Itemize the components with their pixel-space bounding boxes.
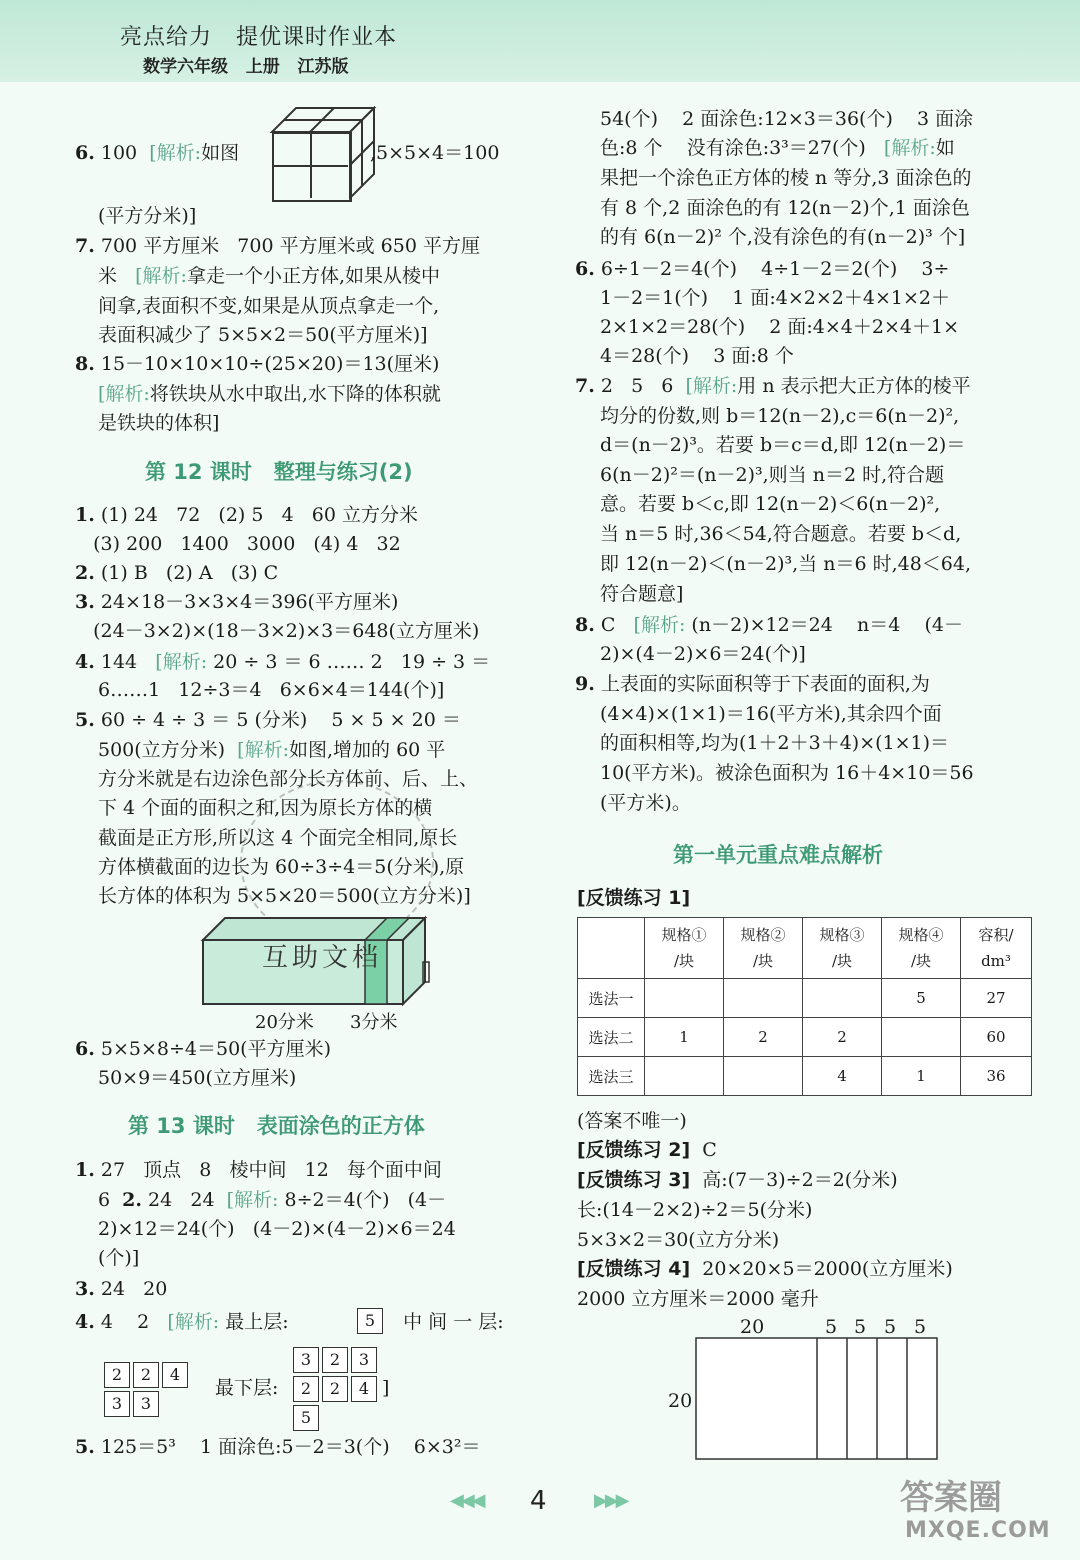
s12-q5-l6: 方体横截面的边长为 60÷3÷4＝5(分米),原 xyxy=(98,856,465,878)
table-header: 规格③ /块 xyxy=(803,918,882,979)
s12-q6: 6. 5×5×8÷4＝50(平方厘米) xyxy=(75,1038,331,1060)
left-q8: 8. 15－10×10×10÷(25×20)＝13(厘米) xyxy=(75,353,440,375)
feedback-4-l2: 2000 立方厘米＝2000 毫升 xyxy=(577,1288,819,1310)
feedback-4: [反馈练习 4] 20×20×5＝2000(立方厘米) xyxy=(577,1258,953,1280)
left-q8-l2: [解析:将铁块从水中取出,水下降的体积就 xyxy=(98,383,441,405)
right-q9-l3: 的面积相等,均为(1＋2＋3＋4)×(1×1)＝ xyxy=(600,732,950,754)
lesson-12-heading: 第 12 课时 整理与练习(2) xyxy=(145,460,413,484)
table-header-row xyxy=(578,918,1032,979)
s12-q5-l5: 截面是正方形,所以这 4 个面完全相同,原长 xyxy=(98,827,458,849)
figure-label-3: 3分米 xyxy=(350,1012,398,1033)
book-subtitle: 数学六年级 上册 江苏版 xyxy=(143,57,349,77)
right-q7-l3: d＝(n－2)³。若要 b＝c＝d,即 12(n－2)＝ xyxy=(600,434,966,456)
left-q8-l3: 是铁块的体积] xyxy=(98,412,220,434)
s13-q2-l2: 2)×12＝24(个) (4－2)×(4－2)×6＝24 xyxy=(98,1218,456,1240)
right-q7-l7: 即 12(n－2)＜(n－2)³,当 n＝6 时,48＜64, xyxy=(600,553,972,575)
right-l3: 果把一个涂色正方体的棱 n 等分,3 面涂色的 xyxy=(600,167,972,189)
options-table xyxy=(577,917,1032,1096)
s13-q5: 5. 125＝5³ 1 面涂色:5－2＝3(个) 6×3²＝ xyxy=(75,1436,481,1458)
table-header: 规格② /块 xyxy=(724,918,803,979)
right-l4: 有 8 个,2 面涂色的有 12(n－2)个,1 面涂色 xyxy=(600,197,970,219)
left-q6-result: ,5×5×4＝100 xyxy=(370,142,500,164)
watermark-url: MXQE.COM xyxy=(905,1518,1051,1543)
s12-q5-l3: 方分米就是右边涂色部分长方体前、后、上、 xyxy=(98,768,479,790)
right-q6-l2: 1－2＝1(个) 1 面:4×2×2＋4×1×2＋ xyxy=(600,287,950,309)
right-l2: 色:8 个 没有涂色:3³＝27(个) [解析:如 xyxy=(600,137,955,159)
next-page-icon: ▶▶▶ xyxy=(594,1490,627,1511)
diagram-label: 5 xyxy=(854,1316,867,1338)
s12-q5-l2: 500(立方分米) [解析:如图,增加的 60 平 xyxy=(98,739,446,761)
s12-q4: 4. 144 [解析: 20 ÷ 3 ＝ 6 …… 2 19 ÷ 3 ＝ xyxy=(75,651,491,673)
book-title: 亮点给力 提优课时作业本 xyxy=(120,25,397,50)
right-q6-l3: 2×1×2＝28(个) 2 面:4×4＋2×4＋1× xyxy=(600,316,959,338)
right-q9-l4: 10(平方米)。被涂色面积为 16＋4×10＝56 xyxy=(600,762,974,784)
right-q7: 7. 2 5 6 [解析:用 n 表示把大正方体的棱平 xyxy=(575,375,971,397)
diagram-label: 5 xyxy=(884,1316,897,1338)
diagram-label: 5 xyxy=(914,1316,927,1338)
table-header: 容积/ dm³ xyxy=(961,918,1032,979)
s12-q5: 5. 60 ÷ 4 ÷ 3 ＝ 5 (分米) 5 × 5 × 20 ＝ xyxy=(75,709,461,731)
s13-q3: 3. 24 20 xyxy=(75,1278,168,1300)
right-q7-l6: 当 n＝5 时,36＜54,符合题意。若要 b＜d, xyxy=(600,523,962,545)
page-number: 4 xyxy=(530,1486,547,1516)
right-q6: 6. 6÷1－2＝4(个) 4÷1－2＝2(个) 3÷ xyxy=(575,258,950,280)
stamp-text: 互助文档 xyxy=(262,943,383,973)
right-q7-l2: 均分的份数,则 b＝12(n－2),c＝6(n－2)², xyxy=(600,405,960,427)
s12-line-3: 2. (1) B (2) A (3) C xyxy=(75,562,279,584)
s12-q5-l4: 下 4 个面的面积之和,因为原长方体的横 xyxy=(98,797,433,819)
s12-line-4: 3. 24×18－3×3×4＝396(平方厘米) xyxy=(75,591,399,613)
right-q9: 9. 上表面的实际面积等于下表面的面积,为 xyxy=(575,673,930,695)
s12-q6-l2: 50×9＝450(立方厘米) xyxy=(98,1067,297,1089)
header-band xyxy=(0,0,1080,82)
right-q7-l5: 意。若要 b＜c,即 12(n－2)＜6(n－2)², xyxy=(600,493,941,515)
left-q7-l4: 表面积减少了 5×5×2＝50(平方厘米)] xyxy=(98,324,428,346)
s12-q4-l2: 6……1 12÷3＝4 6×6×4＝144(个)] xyxy=(98,679,445,701)
left-q7: 7. 700 平方厘米 700 平方厘米或 650 平方厘 xyxy=(75,235,480,257)
s12-line-5: (24－3×2)×(18－3×2)×3＝648(立方厘米) xyxy=(75,620,480,642)
right-q7-l8: 符合题意] xyxy=(600,583,684,605)
lesson-13-heading: 第 13 课时 表面涂色的正方体 xyxy=(128,1114,425,1138)
table-row: 选法一 5 27 xyxy=(578,979,1032,1018)
feedback-3-l2: 长:(14－2×2)÷2＝5(分米) xyxy=(577,1199,813,1221)
watermark-logo: 答案圈 xyxy=(900,1478,1002,1518)
diagram-label: 20 xyxy=(740,1316,765,1338)
diagram-label: 20 xyxy=(668,1390,693,1412)
answer-note: (答案不唯一) xyxy=(577,1110,687,1132)
left-q6: 6. 100 [解析:如图 xyxy=(75,142,240,164)
table-row: 选法二 1 2 2 60 xyxy=(578,1018,1032,1057)
s13-q1-l2: 6 2. 24 24 [解析: 8÷2＝4(个) (4－ xyxy=(98,1189,447,1211)
left-q6-cont: (平方分米)] xyxy=(98,205,197,227)
feedback-3: [反馈练习 3] 高:(7－3)÷2＝2(分米) xyxy=(577,1169,898,1191)
unit-summary-heading: 第一单元重点难点解析 xyxy=(673,843,883,867)
feedback-1-label: [反馈练习 1] xyxy=(577,887,691,909)
right-q9-l5: (平方米)。 xyxy=(600,792,691,814)
left-q7-l2: 米 [解析:拿走一个小正方体,如果从棱中 xyxy=(98,265,440,287)
right-q7-l4: 6(n－2)²＝(n－2)³,则当 n＝2 时,符合题 xyxy=(600,464,945,486)
bottom-layer-label: 最下层: xyxy=(215,1377,279,1399)
feedback-2: [反馈练习 2] C xyxy=(577,1139,717,1161)
s12-line-1: 1. (1) 24 72 (2) 5 4 60 立方分米 xyxy=(75,504,419,526)
s13-q1: 1. 27 顶点 8 棱中间 12 每个面中间 xyxy=(75,1159,442,1181)
left-q7-l3: 间拿,表面积不变,如果是从顶点拿走一个, xyxy=(98,295,440,317)
figure-label-20: 20分米 xyxy=(255,1012,314,1033)
feedback-3-l3: 5×3×2＝30(立方分米) xyxy=(577,1229,780,1251)
right-q8: 8. C [解析: (n－2)×12＝24 n＝4 (4－ xyxy=(575,614,963,636)
right-l5: 的有 6(n－2)² 个,没有涂色的有(n－2)³ 个] xyxy=(600,226,966,248)
diagram-label: 5 xyxy=(825,1316,838,1338)
s13-q4-mid-label: 中 间 一 层: xyxy=(385,1311,504,1333)
prev-page-icon: ◀◀◀ xyxy=(450,1490,483,1511)
right-q8-l2: 2)×(4－2)×6＝24(个)] xyxy=(600,643,806,665)
table-header: 规格④ /块 xyxy=(882,918,961,979)
s12-line-2: (3) 200 1400 3000 (4) 4 32 xyxy=(75,533,401,555)
s12-q5-l7: 长方体的体积为 5×5×20＝500(立方分米)] xyxy=(98,885,471,907)
right-l1: 54(个) 2 面涂色:12×3＝36(个) 3 面涂 xyxy=(600,108,974,130)
s13-q2-l3: (个)] xyxy=(98,1247,140,1269)
table-header: 规格① /块 xyxy=(645,918,724,979)
table-row: 选法三 4 1 36 xyxy=(578,1057,1032,1096)
bracket-close: ] xyxy=(382,1377,390,1399)
right-q6-l4: 4＝28(个) 3 面:8 个 xyxy=(600,345,794,367)
top-layer-box: 5 xyxy=(357,1308,383,1334)
right-q9-l2: (4×4)×(1×1)＝16(平方米),其余四个面 xyxy=(600,703,942,725)
s13-q4: 4. 4 2 [解析: 最上层: xyxy=(75,1311,289,1333)
